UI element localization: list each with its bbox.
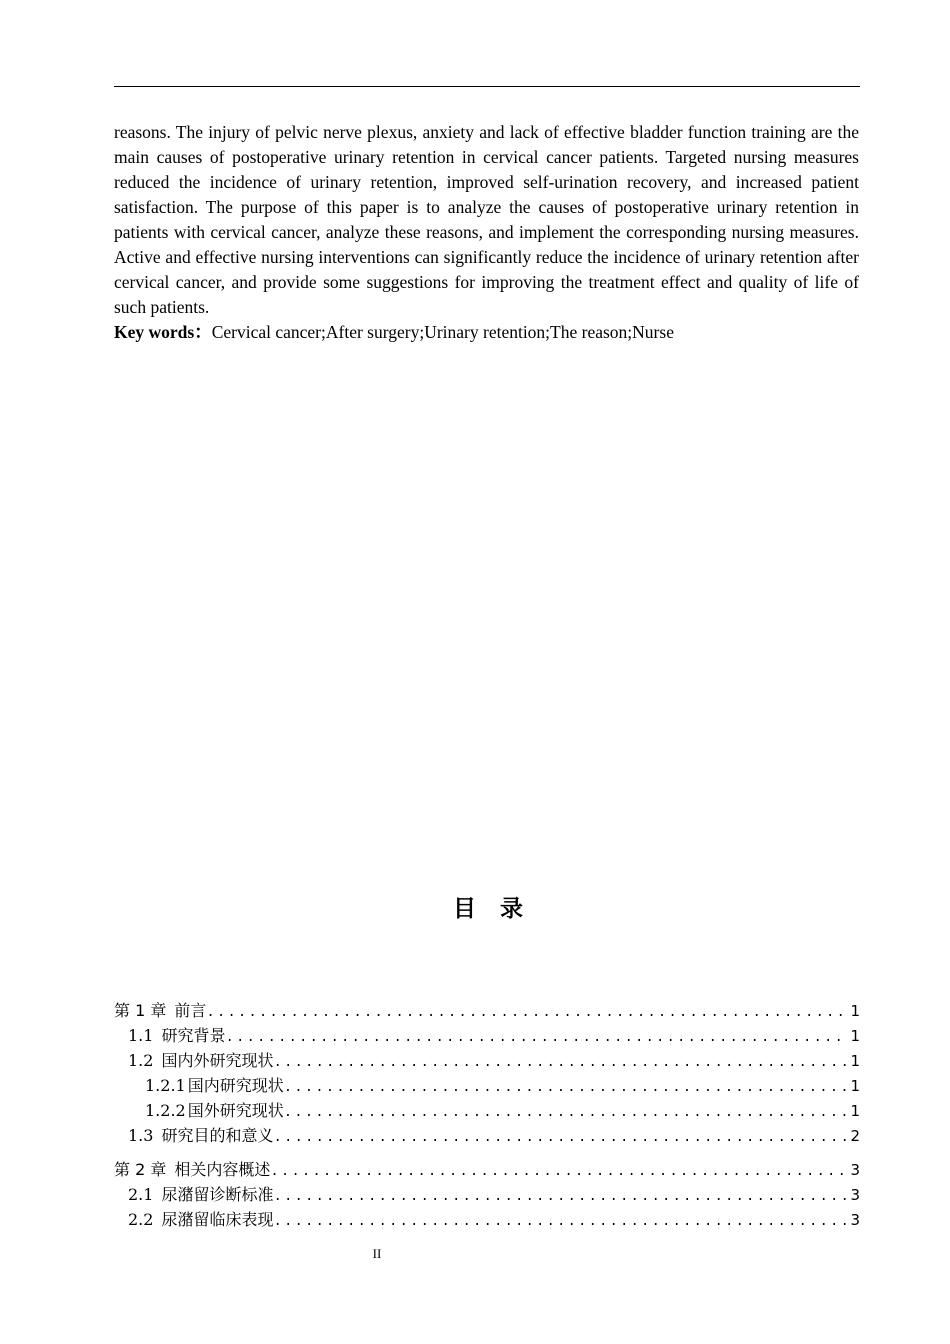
toc-entry-title: 研究目的和意义 (161, 1126, 274, 1145)
toc-dot-leader (273, 1051, 848, 1076)
toc-dot-leader (225, 1026, 848, 1051)
toc-entry-page: 1 (850, 1002, 860, 1020)
toc-entry-number: 2.1 (128, 1185, 154, 1204)
toc-dot-leader (270, 1160, 848, 1185)
toc-dot-leader (273, 1185, 848, 1210)
toc-entry-number: 1.2 (128, 1051, 154, 1070)
toc-dot-leader (273, 1210, 848, 1235)
toc-entry-page: 1 (850, 1027, 860, 1045)
toc-entry-number: 2.2 (128, 1210, 154, 1229)
toc-entry-title: 尿潴留诊断标准 (161, 1185, 274, 1204)
page-number: II (372, 1246, 382, 1261)
toc-dot-leader (284, 1076, 849, 1101)
toc-entry-chapter-1[interactable] (114, 998, 860, 1023)
toc-entry-chapter-2[interactable] (114, 1157, 860, 1182)
toc-entry-1-3[interactable] (114, 1123, 860, 1148)
toc-entry-2-2[interactable] (114, 1207, 860, 1232)
keywords-label: Key words： (114, 322, 212, 342)
keywords-text: Cervical cancer;After surgery;Urinary retention;The reason;Nurse (211, 322, 674, 342)
toc-entry-page: 1 (850, 1102, 860, 1120)
toc-entry-title: 研究背景 (161, 1026, 226, 1045)
table-of-contents (114, 998, 860, 1232)
toc-entry-title: 国内外研究现状 (161, 1051, 274, 1070)
toc-entry-page: 1 (850, 1052, 860, 1070)
toc-entry-number: 1.2.1 (145, 1076, 186, 1095)
toc-entry-number: 第 2 章 (114, 1160, 167, 1179)
toc-entry-1-1[interactable] (114, 1023, 860, 1048)
toc-entry-1-2-2[interactable] (114, 1098, 860, 1123)
toc-title-right: 录 (500, 896, 523, 922)
keywords-line (114, 320, 859, 345)
abstract-body: reasons. The injury of pelvic nerve plexus, anxiety and lack of effective bladder function training are the main causes of postoperative urinary retention in cervical cancer patients. Targeted nursing measures reduced the incidence of urinary retention, improved self-urination recovery, and increased patient satisfaction. The purpose of this paper is to analyze the causes of postoperative urinary retention in patients with cervical cancer, analyze these reasons, and implement the corresponding nursing measures. Active and effective nursing interventions can significantly reduce the incidence of urinary retention after cervical cancer, and provide some suggestions for improving the treatment effect and quality of life of such patients. (114, 122, 859, 317)
toc-entry-number: 1.1 (128, 1026, 154, 1045)
toc-entry-title: 国内研究现状 (187, 1076, 284, 1095)
toc-title (0, 890, 950, 923)
toc-entry-2-1[interactable] (114, 1182, 860, 1207)
header-rule (114, 86, 860, 87)
toc-entry-title: 国外研究现状 (187, 1101, 284, 1120)
toc-entry-1-2[interactable] (114, 1048, 860, 1073)
toc-entry-page: 1 (850, 1077, 860, 1095)
toc-entry-number: 1.2.2 (145, 1101, 186, 1120)
toc-title-left: 目 (453, 896, 476, 922)
toc-entry-page: 3 (850, 1186, 860, 1204)
toc-entry-number: 1.3 (128, 1126, 154, 1145)
toc-entry-page: 2 (850, 1127, 860, 1145)
toc-dot-leader (284, 1101, 849, 1126)
toc-entry-title: 尿潴留临床表现 (161, 1210, 274, 1229)
toc-entry-title: 相关内容概述 (174, 1160, 271, 1179)
toc-entry-title: 前言 (174, 1001, 207, 1020)
toc-entry-page: 3 (850, 1211, 860, 1229)
toc-entry-number: 第 1 章 (114, 1001, 167, 1020)
toc-entry-1-2-1[interactable] (114, 1073, 860, 1098)
toc-entry-page: 3 (850, 1161, 860, 1179)
toc-dot-leader (206, 1001, 848, 1026)
toc-dot-leader (273, 1126, 848, 1151)
